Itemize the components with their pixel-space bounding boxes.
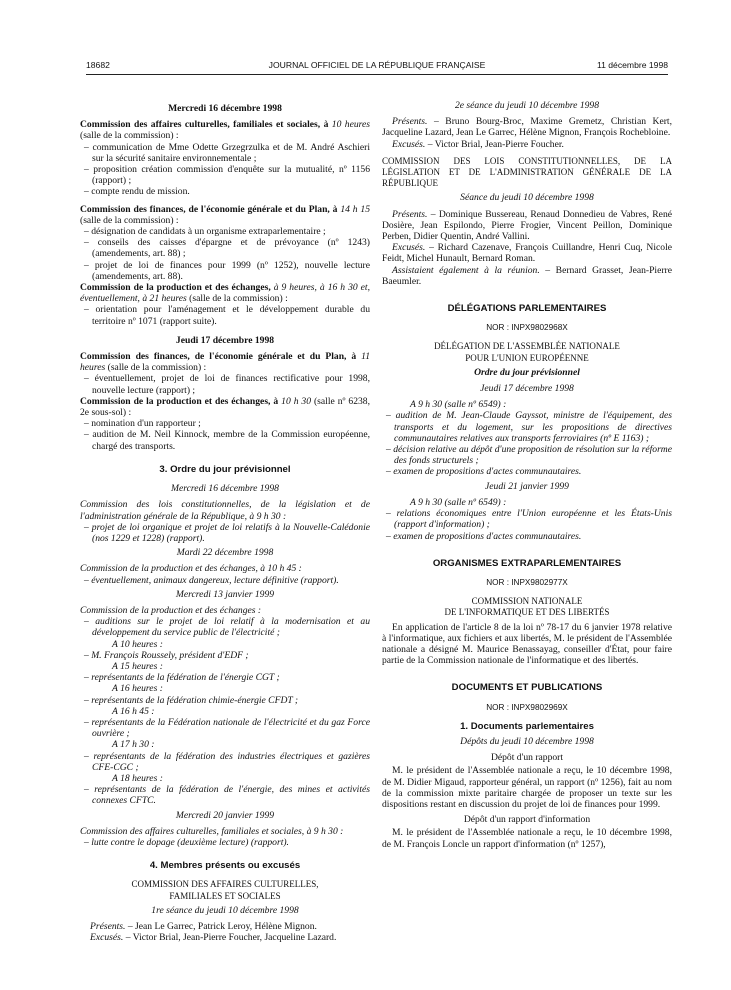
list-item: – représentants de la fédération de l'énergie CGT ; — [84, 672, 280, 684]
paragraph: M. le président de l'Assemblée nationale a reçu, le 10 décembre 1998, de M. François Loncle un rapport d'information (nº 1257), — [382, 827, 672, 850]
attendance-excused: Excusés. – Victor Brial, Jean-Pierre Foucher, Jacqueline Lazard. — [90, 932, 337, 944]
list-item: – examen de propositions d'actes communautaires. — [386, 530, 582, 542]
list-item: – représentants de la fédération de l'énergie, des mines et activités connexes CFTC. — [84, 784, 370, 807]
commission-entry: Commission des affaires culturelles, familiales et sociales, à 10 heures (salle de la commission) : — [80, 119, 370, 142]
organism-name: COMMISSION NATIONALE — [471, 596, 583, 607]
list-item: – communication de Mme Odette Grzegrzulka et de M. André Aschieri sur la sécurité sanitaire environnementale ; — [84, 141, 370, 164]
time-slot: A 9 h 30 (salle nº 6549) : — [410, 399, 507, 411]
nor-reference: NOR : INPX9802977X — [486, 577, 568, 587]
list-item: – conseils des caisses d'épargne et de prévoyance (nº 1243) (amendements, art. 88) ; — [84, 237, 370, 260]
list-item: – nomination d'un rapporteur ; — [84, 418, 201, 430]
commission-name: COMMISSION DES LOIS CONSTITUTIONNELLES, DE LA LÉGISLATION ET DE L'ADMINISTRATION GÉNÉRALE DE LA RÉPUBLIQUE — [382, 155, 672, 189]
commission-name: COMMISSION DES AFFAIRES CULTURELLES, — [131, 879, 319, 890]
commission-entry: Commission de la production et des échanges, à 10 h 45 : — [80, 563, 302, 575]
section-title: DOCUMENTS ET PUBLICATIONS — [451, 682, 603, 694]
time-slot: A 10 heures : — [112, 638, 163, 650]
section-title: ORGANISMES EXTRAPARLEMENTAIRES — [432, 557, 622, 569]
header-rule — [86, 74, 668, 75]
day-heading: Jeudi 21 janvier 1999 — [485, 480, 569, 492]
section-title: 4. Membres présents ou excusés — [149, 860, 301, 872]
section-title: 3. Ordre du jour prévisionnel — [159, 463, 291, 475]
list-item: – désignation de candidats à un organisme extraparlementaire ; — [84, 226, 326, 238]
list-item: – auditions sur le projet de loi relatif à la modernisation et au développement du service public de l'électricité ; — [84, 616, 370, 639]
commission-entry: Commission des lois constitutionnelles, de la législation et de l'administration générale de la République, à 9 h 30 : — [80, 499, 370, 522]
deposit-type: Dépôt d'un rapport d'information — [463, 814, 591, 826]
time-slot: A 18 heures : — [112, 772, 163, 784]
commission-entry: Commission de la production et des échanges, à 9 heures, à 16 h 30 et, éventuellement, à 21 heures (salle de la commission) : — [80, 282, 370, 305]
deposit-heading: Dépôts du jeudi 10 décembre 1998 — [460, 735, 594, 747]
section-title: DÉLÉGATIONS PARLEMENTAIRES — [447, 303, 607, 315]
list-item: – représentants de la fédération des industries électriques et gazières CFE-CGC ; — [84, 750, 370, 773]
commission-entry: Commission de la production et des échanges : — [80, 604, 262, 616]
list-item: – projet de loi de finances pour 1999 (nº 1252), nouvelle lecture (amendements, art. 88). — [84, 259, 370, 282]
time-slot: A 9 h 30 (salle nº 6549) : — [410, 496, 507, 508]
list-item: – projet de loi organique et projet de loi relatifs à la Nouvelle-Calédonie (nos 1229 et 1228) (rapport). — [84, 521, 370, 544]
session-heading: 1re séance du jeudi 10 décembre 1998 — [151, 904, 299, 916]
attendance-excused: Excusés. – Richard Cazenave, François Cuillandre, Henri Cuq, Nicole Feidt, Michel Hunault, Bernard Roman. — [382, 242, 672, 265]
list-item: – audition de M. Jean-Claude Gayssot, ministre de l'équipement, des transports et du logement, sur les propositions de directives communautaires relatives aux transports ferroviaires (nº E 1163) ; — [386, 410, 672, 444]
list-item: – audition de M. Neil Kinnock, membre de la Commission européenne, chargé des transports. — [84, 429, 370, 452]
time-slot: A 17 h 30 : — [112, 739, 155, 751]
list-item: – relations économiques entre l'Union européenne et les États-Unis (rapport d'information) ; — [386, 508, 672, 531]
delegation-name: POUR L'UNION EUROPÉENNE — [465, 352, 589, 363]
list-item: – examen de propositions d'actes communautaires. — [386, 466, 582, 478]
delegation-name: DÉLÉGATION DE L'ASSEMBLÉE NATIONALE — [434, 341, 620, 352]
attendance-also: Assistaient également à la réunion. – Bernard Grasset, Jean-Pierre Baeumler. — [382, 264, 672, 287]
list-item: – décision relative au dépôt d'une proposition de résolution sur la réforme des fonds structurels ; — [386, 444, 672, 467]
day-heading: Mardi 22 décembre 1998 — [176, 547, 274, 559]
list-item: – orientation pour l'aménagement et le développement durable du territoire nº 1071 (rapport suite). — [84, 304, 370, 327]
journal-title: JOURNAL OFFICIEL DE LA RÉPUBLIQUE FRANÇAISE — [268, 60, 486, 70]
commission-entry: Commission des affaires culturelles, familiales et sociales, à 9 h 30 : — [80, 825, 344, 837]
nor-reference: NOR : INPX9802968X — [486, 323, 568, 333]
subsection-title: 1. Documents parlementaires — [460, 720, 594, 732]
page-number: 18682 — [86, 60, 110, 70]
right-column — [382, 100, 672, 850]
attendance-present: Présents. – Jean Le Garrec, Patrick Leroy, Hélène Mignon. — [90, 921, 317, 932]
list-item: – éventuellement, animaux dangereux, lecture définitive (rapport). — [84, 574, 339, 586]
time-slot: A 15 heures : — [112, 660, 163, 672]
list-item: – représentants de la fédération chimie-énergie CFDT ; — [84, 694, 299, 706]
paragraph: M. le président de l'Assemblée nationale a reçu, le 10 décembre 1998, de M. Didier Migaud, rapporteur général, un rapport (nº 1256), fait au nom de la commission mixte paritaire chargée de proposer un texte sur les dispositions restant en discussion du projet de loi de finances pour 1999. — [382, 765, 672, 810]
session-heading: 2e séance du jeudi 10 décembre 1998 — [454, 100, 600, 111]
list-item: – représentants de la Fédération nationale de l'électricité et du gaz Force ouvrière ; — [84, 716, 370, 740]
commission-entry: Commission des finances, de l'économie générale et du Plan, à 11 heures (salle de la commission) : — [80, 351, 371, 374]
day-heading: Jeudi 17 décembre 1998 — [480, 383, 574, 395]
day-heading: Mercredi 13 janvier 1999 — [175, 588, 275, 600]
day-heading: Jeudi 17 décembre 1998 — [175, 334, 275, 346]
day-heading: Mercredi 16 décembre 1998 — [171, 483, 279, 495]
attendance-present: Présents. – Dominique Bussereau, Renaud Donnedieu de Vabres, René Dosière, Jean Espilondo, Pierre Frogier, Vincent Peillon, Dominique Perben, Didier Quentin, André Vallini. — [382, 208, 672, 243]
time-slot: A 16 heures : — [112, 683, 163, 695]
list-item: – M. François Roussely, président d'EDF ; — [84, 649, 249, 661]
deposit-type: Dépôt d'un rapport — [490, 752, 564, 764]
organism-name: DE L'INFORMATIQUE ET DES LIBERTÉS — [444, 607, 610, 618]
commission-entry: Commission des finances, de l'économie générale et du Plan, à 14 h 15 (salle de la commission) : — [80, 203, 371, 226]
commission-name: FAMILIALES ET SOCIALES — [169, 890, 281, 901]
list-item: – éventuellement, projet de loi de finances rectificative pour 1998, nouvelle lecture (rapport) ; — [84, 373, 370, 396]
left-column — [80, 100, 370, 943]
issue-date: 11 décembre 1998 — [596, 60, 668, 70]
nor-reference: NOR : INPX9802969X — [486, 702, 568, 712]
page-header — [86, 60, 668, 74]
list-item: – compte rendu de mission. — [84, 186, 190, 198]
session-heading: Séance du jeudi 10 décembre 1998 — [460, 192, 594, 204]
commission-entry: Commission de la production et des échanges, à 10 h 30 (salle nº 6238, 2e sous-sol) : — [80, 395, 370, 419]
attendance-present: Présents. – Bruno Bourg-Broc, Maxime Gremetz, Christian Kert, Jacqueline Lazard, Jean Le Garrec, Hélène Mignon, François Rochebloine. — [382, 116, 672, 139]
list-item: – proposition création commission d'enquête sur la mutualité, nº 1156 (rapport) ; — [84, 164, 370, 187]
list-item: – lutte contre le dopage (deuxième lecture) (rapport). — [84, 836, 289, 848]
time-slot: A 16 h 45 : — [112, 705, 155, 717]
attendance-excused: Excusés. – Victor Brial, Jean-Pierre Foucher. — [392, 138, 564, 150]
day-heading: Mercredi 20 janvier 1999 — [175, 809, 275, 821]
paragraph: En application de l'article 8 de la loi nº 78-17 du 6 janvier 1978 relative à l'informatique, aux fichiers et aux libertés, M. le président de l'Assemblée nationale a désigné M. Maurice Benassayag, conseiller d'État, pour faire partie de la Commission nationale de l'informatique et des libertés. — [382, 621, 672, 667]
day-heading: Mercredi 16 décembre 1998 — [168, 103, 282, 114]
agenda-heading: Ordre du jour prévisionnel — [474, 366, 580, 378]
